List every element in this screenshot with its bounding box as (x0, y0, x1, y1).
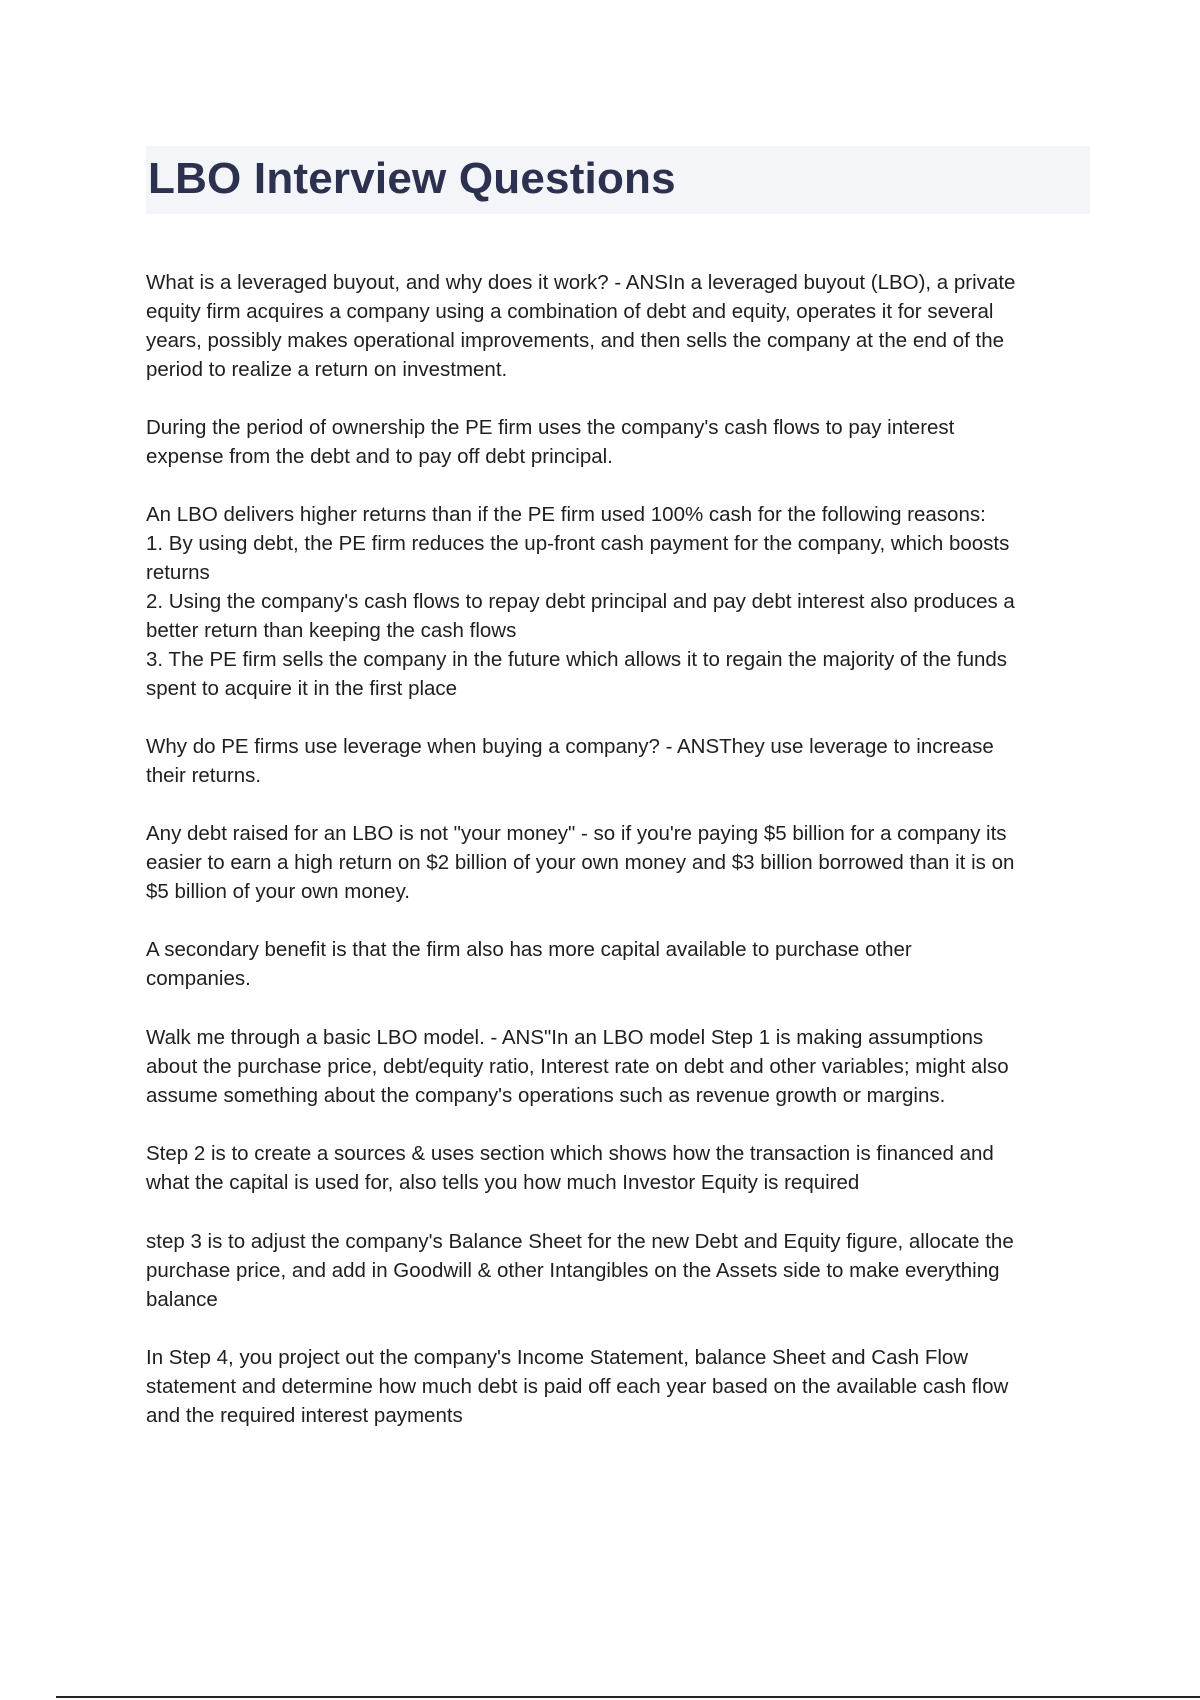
list-item-continuation: spent to acquire it in the first place (146, 677, 458, 700)
text-line: Why do PE firms use leverage when buying a company? - ANSThey use leverage to increase (146, 735, 994, 758)
text-line: An LBO delivers higher returns than if the PE firm used 100% cash for the following reasons: (146, 503, 986, 526)
text-line: period to realize a return on investment. (146, 358, 508, 381)
list-item: 1. By using debt, the PE firm reduces the up-front cash payment for the company, which boosts (146, 532, 1010, 555)
paragraph-your-money (146, 819, 1090, 906)
paragraph-higher-returns-reasons (146, 500, 1090, 703)
text-line: balance (146, 1288, 218, 1311)
text-line: about the purchase price, debt/equity ratio, Interest rate on debt and other variables; might also (146, 1055, 1009, 1078)
paragraph-why-leverage (146, 732, 1090, 790)
paragraph-lbo-model-step-2 (146, 1139, 1090, 1197)
paragraph-secondary-benefit (146, 935, 1090, 993)
page-title: LBO Interview Questions (148, 154, 676, 203)
text-line: years, possibly makes operational improvements, and then sells the company at the end of the (146, 329, 1005, 352)
text-line: assume something about the company's operations such as revenue growth or margins. (146, 1084, 946, 1107)
text-line: what the capital is used for, also tells you how much Investor Equity is required (146, 1171, 860, 1194)
text-line: Any debt raised for an LBO is not "your money" - so if you're paying $5 billion for a company its (146, 822, 1007, 845)
footer-divider (56, 1696, 1200, 1698)
list-item: 2. Using the company's cash flows to repay debt principal and pay debt interest also produces a (146, 590, 1015, 613)
text-line: In Step 4, you project out the company's Income Statement, balance Sheet and Cash Flow (146, 1346, 969, 1369)
text-line: Step 2 is to create a sources & uses section which shows how the transaction is financed and (146, 1142, 994, 1165)
text-line: statement and determine how much debt is paid off each year based on the available cash flow (146, 1375, 1009, 1398)
text-line: and the required interest payments (146, 1404, 463, 1427)
paragraph-lbo-model-step-1 (146, 1023, 1090, 1110)
paragraph-lbo-definition (146, 268, 1090, 384)
text-line: equity firm acquires a company using a combination of debt and equity, operates it for several (146, 300, 994, 323)
paragraph-lbo-model-step-3 (146, 1227, 1090, 1314)
text-line: step 3 is to adjust the company's Balance Sheet for the new Debt and Equity figure, allocate the (146, 1230, 1014, 1253)
text-line: companies. (146, 967, 251, 990)
text-line: $5 billion of your own money. (146, 880, 410, 903)
text-line: What is a leveraged buyout, and why does it work? - ANSIn a leveraged buyout (LBO), a private (146, 271, 1016, 294)
paragraph-lbo-model-step-4 (146, 1343, 1090, 1430)
document-body (146, 268, 1090, 1459)
paragraph-ownership-period (146, 413, 1090, 471)
text-line: purchase price, and add in Goodwill & other Intangibles on the Assets side to make everything (146, 1259, 1000, 1282)
list-item-continuation: returns (146, 561, 210, 584)
title-banner (146, 146, 1090, 214)
text-line: A secondary benefit is that the firm also has more capital available to purchase other (146, 938, 912, 961)
text-line: their returns. (146, 764, 262, 787)
text-line: Walk me through a basic LBO model. - ANS"In an LBO model Step 1 is making assumptions (146, 1026, 984, 1049)
text-line: During the period of ownership the PE firm uses the company's cash flows to pay interest (146, 416, 955, 439)
text-line: easier to earn a high return on $2 billion of your own money and $3 billion borrowed than it is on (146, 851, 1015, 874)
text-line: expense from the debt and to pay off debt principal. (146, 445, 613, 468)
list-item-continuation: better return than keeping the cash flows (146, 619, 517, 642)
list-item: 3. The PE firm sells the company in the future which allows it to regain the majority of the funds (146, 648, 1008, 671)
